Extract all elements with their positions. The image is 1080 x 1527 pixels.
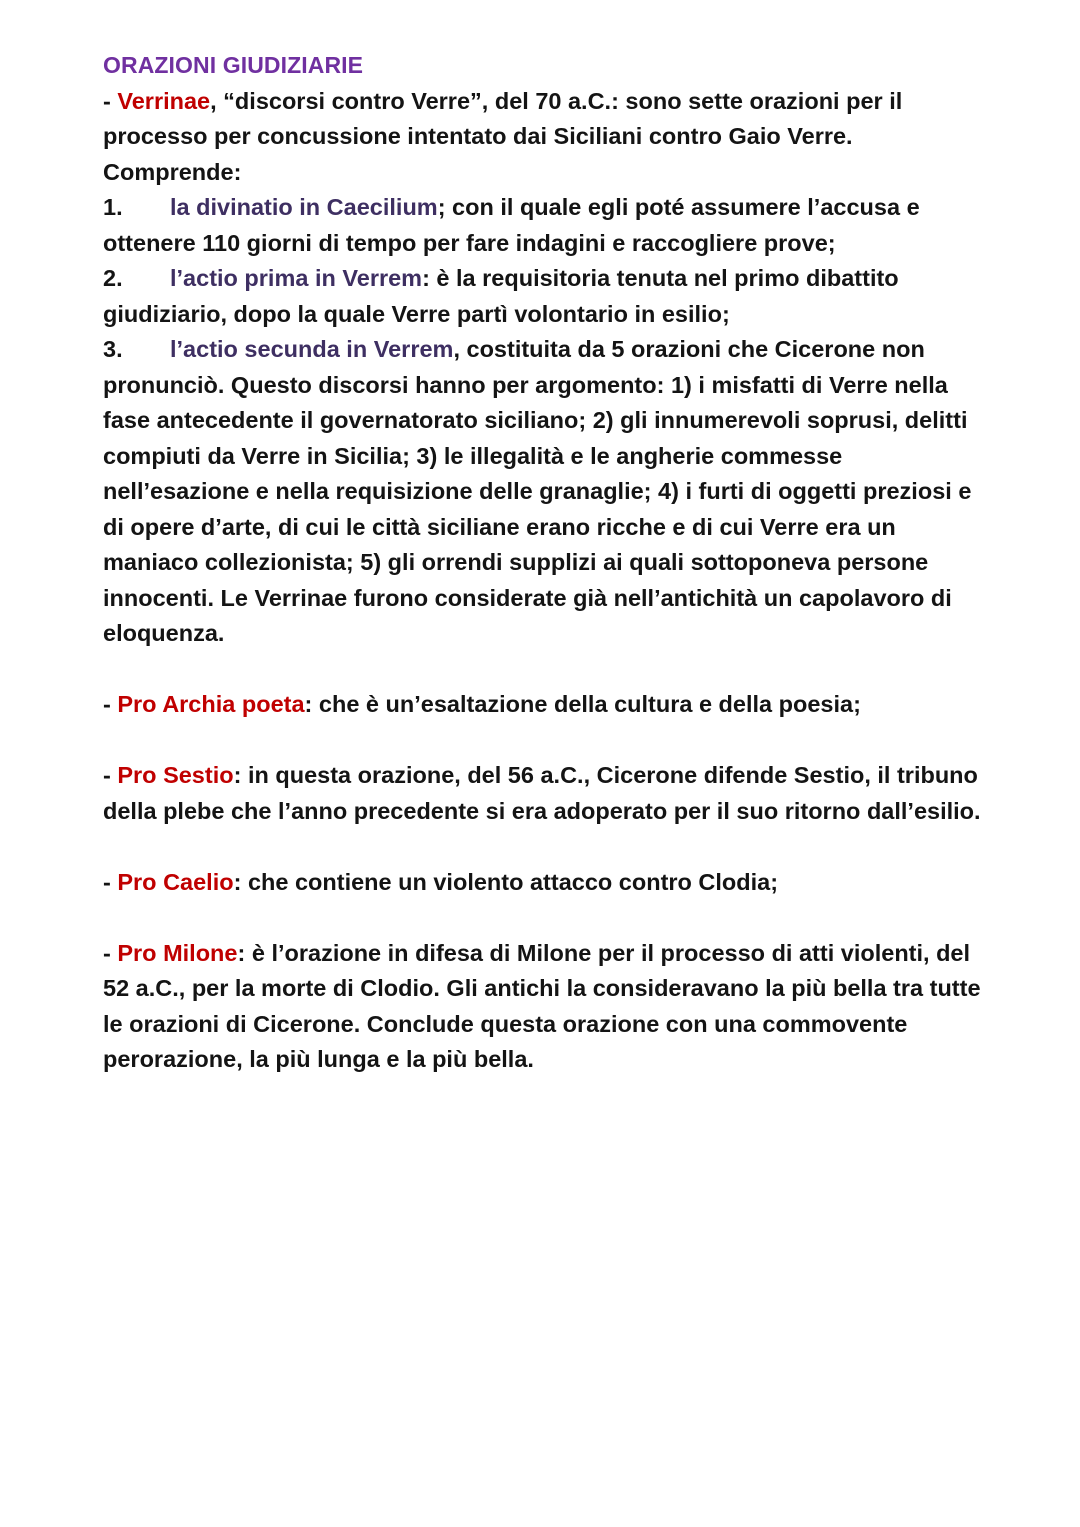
verrinae-dash: - [103, 87, 118, 114]
pro-caelio-dash: - [103, 868, 118, 895]
pro-milone-name: Pro Milone [117, 939, 238, 966]
verrinae-item-3 [103, 332, 993, 652]
pro-sestio-text: : in questa orazione, del 56 a.C., Cicerone difende Sestio, il tribuno della plebe che l’anno precedente si era adoperato per il suo ritorno dall’esilio. [103, 762, 981, 824]
spacer [103, 723, 993, 759]
item-3-text: , costituita da 5 orazioni che Cicerone non pronunciò. Questo discorsi hanno per argomento: 1) i misfatti di Verre nella fase antecedente il governatorato siciliano; 2) gli innumerevoli soprusi, delitti compiuti da Verre in Sicilia; 3) le illegalità e le angherie commesse nell’esazione e nella requisizione delle granaglie; 4) i furti di oggetti preziosi e di opere d’arte, di cui le città siciliane erano ricche e di cui Verre era un maniaco collezionista; 5) gli orrendi supplizi ai quali sottoponeva persone innocenti. Le Verrinae furono considerate già nell’antichità un capolavoro di eloquenza. [103, 336, 972, 646]
pro-archia-text: : che è un’esaltazione della cultura e della poesia; [304, 691, 861, 717]
document-page [103, 48, 993, 1078]
item-1-text: ; con il quale egli poté assumere l’accusa e ottenere 110 giorni di tempo per fare indagini e raccogliere prove; [103, 194, 920, 256]
pro-sestio-name: Pro Sestio [117, 762, 234, 788]
verrinae-paragraph [103, 84, 993, 191]
item-2-label: l’actio prima in Verrem [170, 265, 423, 291]
item-1-label: la divinatio in Caecilium [170, 194, 438, 220]
page-title: ORAZIONI GIUDIZIARIE [103, 52, 364, 78]
item-2-text: : è la requisitoria tenuta nel primo dibattito giudiziario, dopo la quale Verre partì volontario in esilio; [103, 265, 899, 327]
verrinae-name: Verrinae [117, 87, 211, 114]
pro-milone-dash: - [103, 939, 118, 966]
pro-caelio-paragraph [103, 865, 993, 901]
item-2-number: 2. [103, 265, 123, 291]
spacer [103, 829, 993, 865]
pro-milone-text: : è l’orazione in difesa di Milone per il processo di atti violenti, del 52 a.C., per la morte di Clodio. Gli antichi la consideravano la più bella tra tutte le orazioni di Cicerone. Conclude questa orazione con una commovente perorazione, la più lunga e la più bella. [103, 939, 981, 1072]
pro-sestio-paragraph [103, 758, 993, 829]
pro-archia-dash: - [103, 691, 118, 717]
verrinae-text: , “discorsi contro Verre”, del 70 a.C.: sono sette orazioni per il processo per concussione intentato dai Siciliani contro Gaio Verre. Comprende: [103, 87, 903, 185]
spacer [103, 652, 993, 688]
spacer [103, 900, 993, 936]
pro-milone-paragraph [103, 936, 993, 1078]
pro-caelio-text: : che contiene un violento attacco contro Clodia; [233, 868, 779, 895]
pro-archia-paragraph [103, 687, 993, 723]
verrinae-item-1 [103, 190, 993, 261]
item-3-label: l’actio secunda in Verrem [170, 336, 454, 362]
item-1-number: 1. [103, 194, 123, 220]
pro-archia-name: Pro Archia poeta [117, 691, 305, 717]
pro-sestio-dash: - [103, 762, 118, 788]
verrinae-item-2 [103, 261, 993, 332]
pro-caelio-name: Pro Caelio [117, 868, 234, 895]
item-3-number: 3. [103, 336, 123, 362]
